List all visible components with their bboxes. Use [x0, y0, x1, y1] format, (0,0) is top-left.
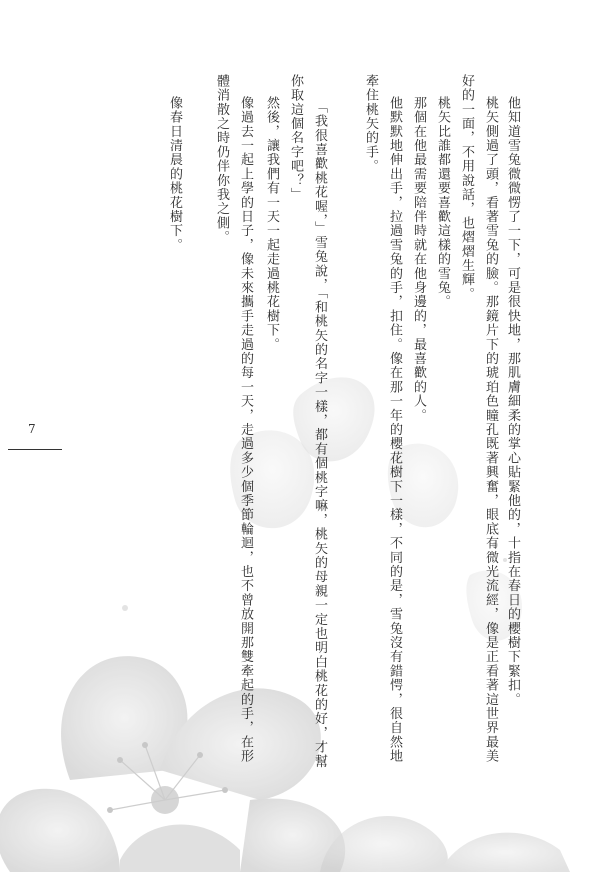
paragraph-text: 他知道雪兔微微愣了一下，可是很快地，那肌膚細柔的掌心貼緊他的，十指在春日的櫻樹下緊扣。 — [505, 96, 520, 707]
page-number: 7 — [28, 422, 36, 436]
paragraph-text: 像過去一起上學的日子，像未來攜手走過的每一天，走過多少個季節輪迴，也不曾放開那雙牽起的手，在形 — [238, 96, 253, 764]
paragraph-text: 好的一面，不用說話，也熠熠生輝。 — [459, 74, 474, 302]
page-number-rule — [8, 449, 62, 450]
paragraph-text: 「我很喜歡桃花喔，」雪兔說，「和桃矢的名字一樣，都有個桃字嘛，桃矢的母親一定也明白桃花的好，才幫 — [312, 100, 327, 769]
paragraph-text: 牽住桃矢的手。 — [363, 74, 378, 174]
paragraph-text: 桃矢側過了頭，看著雪兔的臉。那鏡片下的琥珀色瞳孔既著興奮，眼底有微光流經，像是正看著這世界最美 — [483, 96, 498, 764]
paragraph-text: 他默默地伸出手，拉過雪兔的手，扣住。像在那一年的櫻花樹下一樣，不同的是，雪兔沒有錯愕，很自然地 — [387, 96, 402, 764]
paragraph-text: 那個在他最需要陪伴時就在他身邊的，最喜歡的人。 — [411, 96, 426, 423]
paragraph-text: 你取這個名字吧？」 — [288, 74, 303, 202]
paragraph-text: 體消散之時仍伴你我之側。 — [214, 74, 229, 245]
paragraph-text: 桃矢比誰都還要喜歡這樣的雪兔。 — [435, 96, 450, 309]
paragraph-text: 像春日清晨的桃花樹下。 — [167, 96, 182, 253]
paragraph-text: 然後，讓我們有一天一起走過桃花樹下。 — [264, 96, 279, 352]
